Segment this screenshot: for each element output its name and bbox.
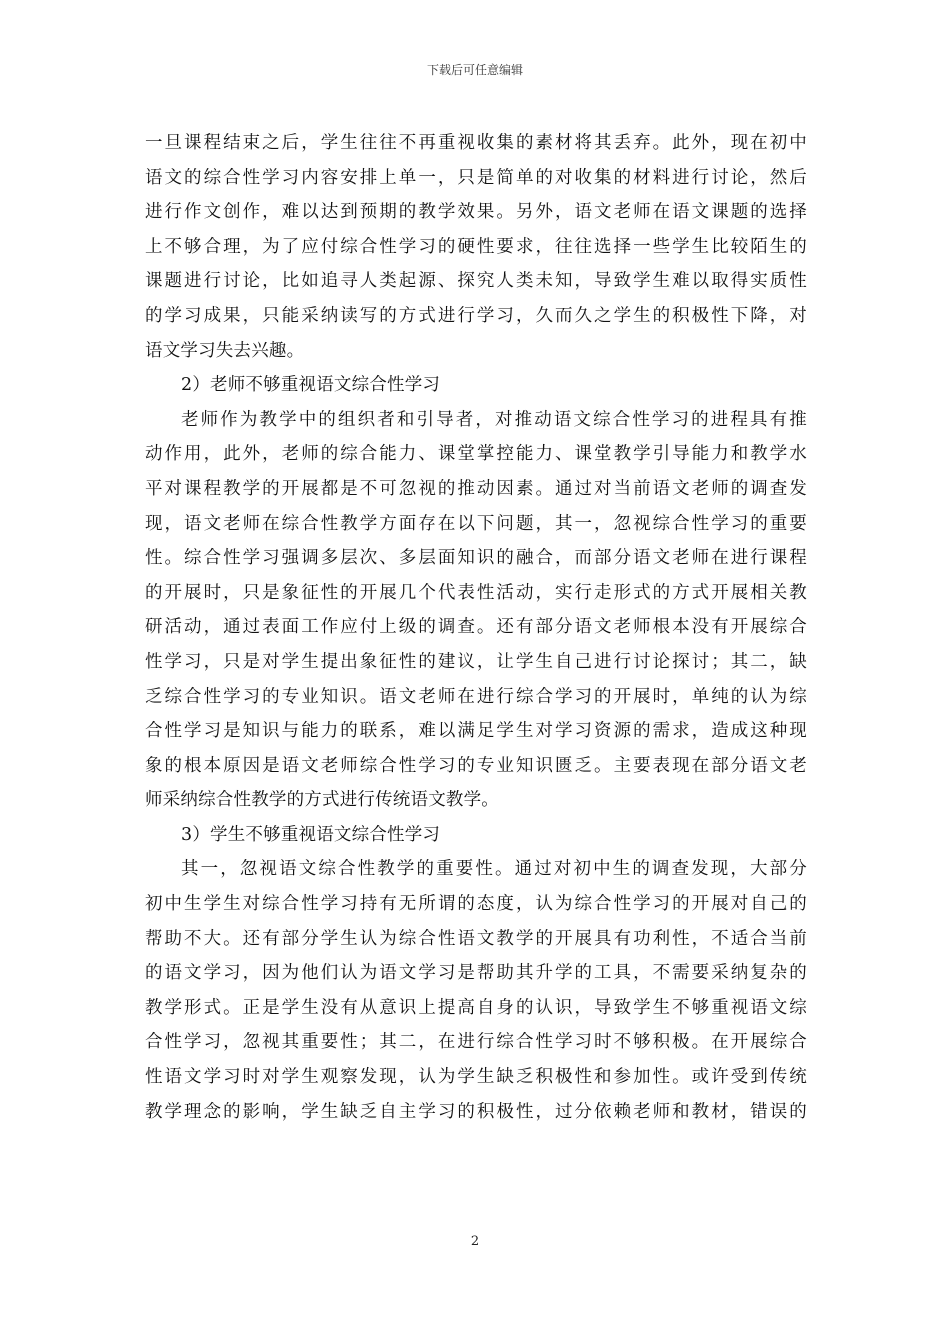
- text-line: 的学习成果，只能采纳读写的方式进行学习，久而久之学生的积极性下降，对: [145, 305, 807, 326]
- text-line: 上不够合理，为了应付综合性学习的硬性要求，往往选择一些学生比较陌生的: [145, 236, 807, 257]
- text-line: 帮助不大。还有部分学生认为综合性语文教学的开展具有功利性，不适合当前: [145, 928, 807, 949]
- text-line: 语文的综合性学习内容安排上单一，只是简单的对收集的材料进行讨论，然后: [145, 167, 807, 188]
- text-line: 动作用，此外，老师的综合能力、课堂掌控能力、课堂教学引导能力和教学水: [145, 444, 807, 465]
- text-line: 乏综合性学习的专业知识。语文老师在进行综合学习的开展时，单纯的认为综: [145, 686, 807, 707]
- page-number: 2: [470, 1234, 480, 1249]
- text-line: 进行作文创作，难以达到预期的教学效果。另外，语文老师在语文课题的选择: [145, 202, 807, 223]
- text-line: 语文学习失去兴趣。: [145, 340, 305, 361]
- text-line: 象的根本原因是语文老师综合性学习的专业知识匮乏。主要表现在部分语文老: [145, 755, 807, 776]
- text-line: 合性学习，忽视其重要性；其二，在进行综合性学习时不够积极。在开展综合: [145, 1032, 807, 1053]
- text-line: 教学形式。正是学生没有从意识上提高自身的认识，导致学生不够重视语文综: [145, 997, 807, 1018]
- text-line: 平对课程教学的开展都是不可忽视的推动因素。通过对当前语文老师的调查发: [145, 478, 807, 499]
- text-line: 初中生学生对综合性学习持有无所谓的态度，认为综合性学习的开展对自己的: [145, 894, 807, 915]
- page-header: 下载后可任意编辑: [426, 63, 523, 77]
- text-line: 教学理念的影响，学生缺乏自主学习的积极性，过分依赖老师和教材，错误的: [145, 1101, 807, 1122]
- section-heading: 3）学生不够重视语文综合性学习: [181, 824, 441, 845]
- text-line: 老师作为教学中的组织者和引导者，对推动语文综合性学习的进程具有推: [181, 409, 807, 430]
- text-line: 性语文学习时对学生观察发现，认为学生缺乏积极性和参加性。或许受到传统: [145, 1067, 807, 1088]
- text-line: 合性学习是知识与能力的联系，难以满足学生对学习资源的需求，造成这种现: [145, 721, 807, 742]
- text-line: 的语文学习，因为他们认为语文学习是帮助其升学的工具，不需要采纳复杂的: [145, 963, 807, 984]
- text-line: 研活动，通过表面工作应付上级的调查。还有部分语文老师根本没有开展综合: [145, 617, 807, 638]
- paragraph: [145, 403, 807, 818]
- text-line: 性。综合性学习强调多层次、多层面知识的融合，而部分语文老师在进行课程: [145, 548, 807, 569]
- text-line: 师采纳综合性教学的方式进行传统语文教学。: [145, 790, 499, 811]
- document-body: [145, 126, 807, 1129]
- section-heading: 2）老师不够重视语文综合性学习: [181, 375, 441, 396]
- text-line: 性学习，只是对学生提出象征性的建议，让学生自己进行讨论探讨；其二，缺: [145, 651, 807, 672]
- text-line: 的开展时，只是象征性的开展几个代表性活动，实行走形式的方式开展相关教: [145, 582, 807, 603]
- text-line: 现，语文老师在综合性教学方面存在以下问题，其一，忽视综合性学习的重要: [145, 513, 807, 534]
- paragraph-continuation: [145, 126, 807, 368]
- text-line: 其一，忽视语文综合性教学的重要性。通过对初中生的调查发现，大部分: [181, 859, 807, 880]
- text-line: 课题进行讨论，比如追寻人类起源、探究人类未知，导致学生难以取得实质性: [145, 271, 807, 292]
- text-line: 一旦课程结束之后，学生往往不再重视收集的素材将其丢弃。此外，现在初中: [145, 133, 807, 153]
- paragraph: [145, 852, 807, 1129]
